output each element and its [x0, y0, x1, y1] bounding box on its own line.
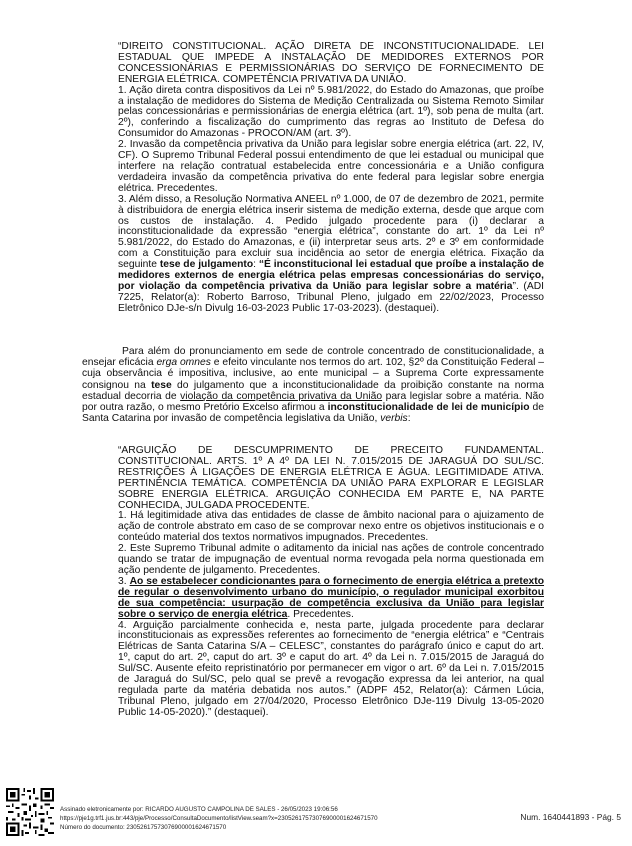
quote-item-3-text: 3. Além disso, a Resolução Normativa ANEEL nº 1.000, de 07 de dezembro de 2021, permite à distribuidora de energia elétrica inserir sistema de medição externa, desde que arque com os custos de instalação. 4. Pedido julgado procedente para (i) declarar a inconstitucionalidade da expressão “energia elétrica”, constante do art. 1º da Lei nº 5.981/2022, do Estado do Amazonas, e (ii) interpretar seus arts. 2º e 3º em conformidade com a Constituição para excluir sua incidência ao setor de energia elétrica. Fixação da seguinte [118, 193, 544, 271]
quote-adi-7225 [118, 42, 544, 315]
text-run: e efeito vinculante nos termos do art. 102, §2º da Constituição Federal – cuja observância é impositiva, inclusive, ao ente municipal – a Suprema Corte expressamente consignou na [82, 357, 544, 391]
quote-adpf-452 [118, 446, 544, 719]
text-run: do julgamento que a inconstitucionalidade da proibição constante na norma estadual decorria de [82, 379, 544, 402]
quote-item-3 [118, 577, 544, 621]
thesis-text: “É inconstitucional lei estadual que proíbe a instalação de medidores externos de energia elétrica pelas empresas concessionárias do serviço, por violação da competência privativa da União para legislar sobre a matéria [118, 259, 544, 292]
body-paragraph [82, 346, 544, 424]
quote-item-2: 2. Este Supremo Tribunal admite o aditamento da inicial nas ações de controle concentrado quando se tratar de impugnação de eventual norma revogada pela norma questionada em ação pendente de julgamento. Precedentes. [118, 543, 544, 576]
bold-run: tese [151, 379, 172, 391]
page-reference: Num. 1640441893 - Pág. 5 [520, 812, 621, 822]
qr-code-icon[interactable] [6, 788, 54, 836]
text-run: de Santa Catarina por invasão de competência legislativa da União, [82, 402, 544, 425]
thesis-label: tese de julgamento [159, 259, 254, 271]
quote-item-4: 4. Arguição parcialmente conhecida e, nesta parte, julgada procedente para declarar inconstitucionais as expressões referentes ao fornecimento de “energia elétrica” e “Centrais Elétricas de Santa Catarina S/A – CELESC”, constantes do parágrafo único e caput do art. 1º, caput do art. 2º, caput do art. 3º e caput do art. 4º da Lei n. 7.015/2015 de Jaraguá do Sul/SC. Ausente efeito repristinatório por permanecer em vigor o art. 6º da Lei n. 7.015/2015 de Jaraguá do Sul/SC, pelo qual se prevê a revogação expressa da lei anterior, na qual regulada parte da matéria debatida nos autos.” (ADPF 452, Relator(a): Cármen Lúcia, Tribunal Pleno, julgado em 27/04/2020, Processo Eletrônico DJe-119 Divulg 13-05-2020 Public 14-05-2020).” (destaquei). [118, 619, 544, 718]
italic-run: verbis [380, 413, 408, 425]
text-run: . Precedentes. [287, 608, 354, 620]
text-run: para legislar sobre a matéria. Não por outra razão, o mesmo Pretório Excelso afirmou a [82, 390, 544, 414]
underline-run: violação da competência privativa da União [180, 390, 383, 402]
colon: : [253, 259, 259, 271]
signature-line: Assinado eletronicamente por: RICARDO AUGUSTO CAMPOLINA DE SALES - 26/05/2023 19:06:56 [60, 806, 338, 813]
bold-run: inconstitucionalidade de lei de município [327, 402, 530, 414]
italic-run: erga omnes [156, 357, 211, 369]
quote-heading: “DIREITO CONSTITUCIONAL. AÇÃO DIRETA DE INCONSTITUCIONALIDADE. LEI ESTADUAL QUE IMPEDE A INSTALAÇÃO DE MEDIDORES EXTERNOS POR CONCESSIONÁRIAS E PERMISSIONÁRIAS DO SERVIÇO DE FORNECIMENTO DE ENERGIA ELÉTRICA. COMPETÊNCIA PRIVATIVA DA UNIÃO. [118, 41, 544, 85]
quote-item-3 [118, 195, 544, 315]
item-number: 3. [118, 575, 130, 587]
text-run: Para além do pronunciamento em sede de controle concentrado de constitucionalidade, a ensejar eficácia [82, 346, 544, 369]
quote-item-2: 2. Invasão da competência privativa da União para legislar sobre energia elétrica (art. 22, IV, CF). O Supremo Tribunal Federal possui entendimento de que lei estadual ou municipal que interfere na relação contratual estabelecida entre concessionária e a União configura verdadeira invasão da competência privativa do ente federal para legislar sobre energia elétrica. Precedentes. [118, 139, 544, 194]
quote-item-1: 1. Ação direta contra dispositivos da Lei nº 5.981/2022, do Estado do Amazonas, que proíbe a instalação de medidores do Sistema de Medição Centralizada ou Sistema Remoto Similar pelas concessionárias e permissionárias de energia elétrica (art. 1º), sob pena de multa (art. 2º), conferindo a fiscalização do cumprimento das regras ao Instituto de Defesa do Consumidor do Amazonas - PROCON/AM (art. 3º). [118, 84, 544, 140]
quote-citation: ”. (ADI 7225, Relator(a): Roberto Barroso, Tribunal Pleno, julgado em 22/02/2023, Processo Eletrônico DJe-s/n Divulg 16-03-2023 Public 17-03-2023). (destaquei). [118, 280, 544, 314]
paragraph-text [82, 346, 544, 424]
document-url[interactable]: https://pje1g.trf1.jus.br:443/pje/Processo/ConsultaDocumento/listView.seam?x=23052617573076900001624671570 [60, 815, 378, 822]
quote-heading: “ARGUIÇÃO DE DESCUMPRIMENTO DE PRECEITO FUNDAMENTAL. CONSTITUCIONAL. ARTS. 1º A 4º DA LEI N. 7.015/2015 DE JARAGUÁ DO SUL/SC. RESTRIÇÕES À LIGAÇÕES DE ENERGIA ELÉTRICA E ÁGUA. LEGITIMIDADE ATIVA. PERTINÊNCIA TEMÁTICA. COMPETÊNCIA DA UNIÃO PARA EXPLORAR E LEGISLAR SOBRE ENERGIA ELÉTRICA. ARGUIÇÃO CONHECIDA EM PARTE E, NA PARTE CONHECIDA, JULGADA PROCEDENTE. [118, 445, 544, 511]
quote-item-1: 1. Há legitimidade ativa das entidades de classe de âmbito nacional para o ajuizamento de ação de controle abstrato em caso de se comprovar nexo entre os objetivos institucionais e o conteúdo material dos textos normativos impugnados. Precedentes. [118, 510, 544, 544]
highlighted-text: Ao se estabelecer condicionantes para o fornecimento de energia elétrica a pretexto de regular o desenvolvimento urbano do município, o regulador municipal exorbitou de sua competência: usurpação de competência exclusiva da União para legislar sobre o serviço de energia elétrica [118, 575, 545, 620]
text-run: : [407, 413, 411, 425]
document-number: Número do documento: 23052617573076900001624671570 [60, 824, 227, 831]
